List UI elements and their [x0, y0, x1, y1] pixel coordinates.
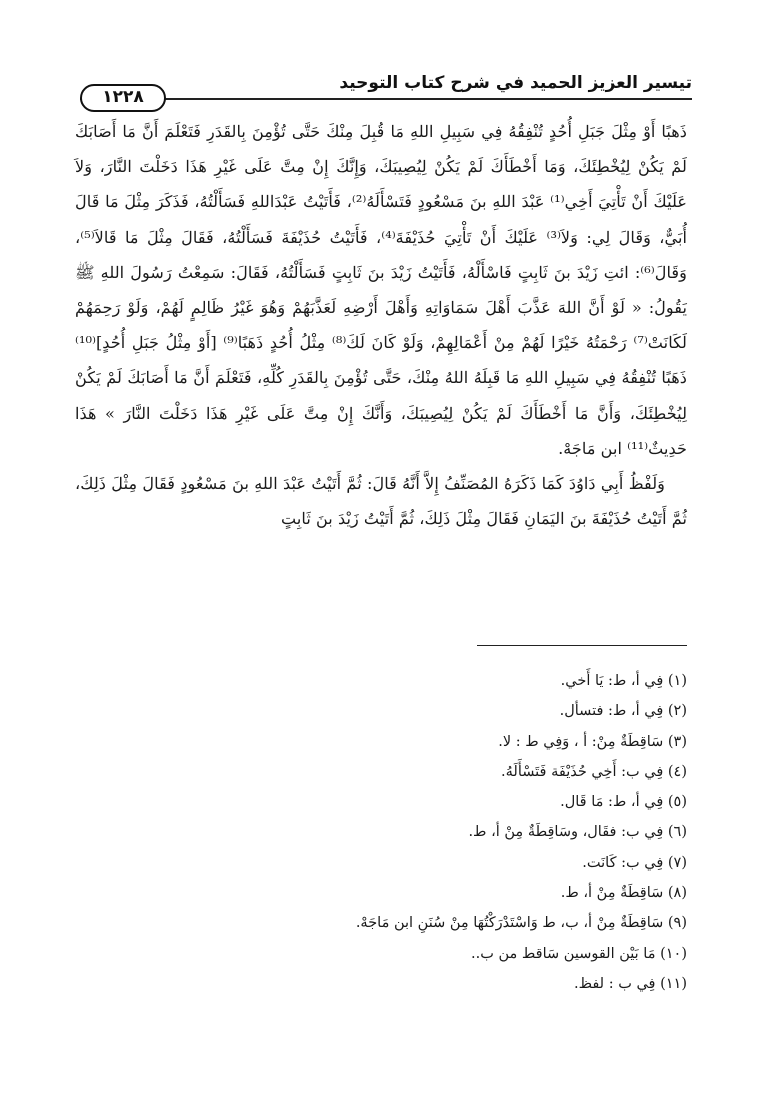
- footnote-11: (١١) فِي ب : لفظ.: [573, 975, 687, 992]
- footnote-1: (١) فِي أ، ط: يَا أَخي.: [560, 673, 687, 689]
- paragraph-1: ذَهبًا أَوْ مِثْلَ جَبَلِ أُحُدٍ تُنْفِقُهُ فِي سَبِيلِ اللهِ مَا قُبِلَ مِنْكَ حَتَّى تُؤْمِنَ بِالقَدَرِ فَتَعْلَمَ أَنَّ مَا أَصَابَكَ لَمْ يَكُنْ لِيُخْطِئَكَ، وَمَا أَخْطَأَكَ لَمْ يَكُنْ لِيُصِيبَكَ، وَإِنَّكَ إِنْ مِتَّ عَلَى غَيْرِ هَذَا دَخَلْتَ النَّارَ، وَلاَ عَلَيْكَ أَنْ تَأْتِيَ أَخِي⁽¹⁾ عَبْدَ اللهِ بنَ مَسْعُودٍ فَتَسْأَلَهُ⁽²⁾، فَأَتَيْتُ عَبْدَاللهِ فَسَأَلْتُهُ، فَذَكَرَ مِثْلَ مَا قَالَ أُبَيٌّ، وَقَالَ لِي: وَلاَ⁽³⁾ عَلَيْكَ أَنْ تَأْتِيَ حُذَيْفَةَ⁽⁴⁾، فَأَتَيْتُ حُذَيْفَةَ فَسَأَلْتُهُ، فَقَالَ مِثْلَ مَا قَالاَ⁽⁵⁾، وَقَالَ⁽⁶⁾: ائتِ زَيْدَ بنَ ثَابِتٍ فَاسْأَلْهُ، فَأَتَيْتُ زَيْدَ بنَ ثَابِتٍ فَسَأَلْتُهُ، فَقَالَ: سَمِعْتُ رَسُولَ اللهِ ﷺ يَقُولُ: « لَوْ أَنَّ اللهَ عَذَّبَ أَهْلَ سَمَاوَاتِهِ وَأَهْلَ أَرْضِهِ لَعَذَّبَهُمْ وَهُوَ غَيْرُ ظَالِمٍ لَهُمْ، وَلَوْ رَحِمَهُمْ لَكَانَتْ⁽⁷⁾ رَحْمَتُهُ خَيْرًا لَهُمْ مِنْ أَعْمَالِهِمْ، وَلَوْ كَانَ لَكَ⁽⁸⁾ مِثْلُ أُحُدٍ ذَهَبًا⁽⁹⁾ [أَوْ مِثْلُ جَبَلِ أُحُدٍ]⁽¹⁰⁾ ذَهَبًا تُنْفِقُهُ فِي سَبِيلِ اللهِ مَا قَبِلَهُ اللهُ مِنْكَ، حَتَّى تُؤْمِنَ بِالقَدَرِ كُلِّهِ، فَتَعْلَمَ أَنَّ مَا أَصَابَكَ لَمْ يَكُنْ لِيُخْطِئَكَ، وَأَنَّ مَا أَخْطَأَكَ لَمْ يَكُنْ لِيُصِيبَكَ، وَأَنَّكَ إِنْ مِتَّ عَلَى غَيْرِ هَذَا دَخَلْتَ النَّارَ » هَذَا حَدِيثٌ⁽¹¹⁾ ابن مَاجَهْ.: [75, 122, 687, 458]
- main-text: [75, 114, 687, 536]
- footnote-2: (٢) فِي أ، ط: فتسأل.: [559, 703, 687, 720]
- running-title: تيسير العزيز الحميد في شرح كتاب التوحيد: [339, 73, 692, 93]
- footnote-6: (٦) فِي ب: فقَال، وسَاقِطَةٌ مِنْ أ، ط.: [468, 824, 687, 841]
- footnotes: [75, 666, 687, 999]
- page-number: ١٢٢٨: [80, 84, 166, 112]
- paragraph-2: وَلَفْظُ أَبِي دَاوُدَ كَمَا ذَكَرَهُ المُصَنِّفُ إِلاَّ أَنَّهُ قَالَ: ثُمَّ أَتَيْتُ عَبْدَ اللهِ بنَ مَسْعُودٍ فَقَالَ مِثْلَ ذَلِكَ، ثُمَّ أَتَيْتُ حُذَيْفَةَ بنَ اليَمَانِ فَقَالَ مِثْلَ ذَلِكَ، ثُمَّ أَتَيْتُ زَيْدَ بنَ ثَابِتٍ: [75, 474, 687, 529]
- footnote-3: (٣) سَاقِطَةٌ مِنْ: أ ، وَفِي ط : لا.: [498, 733, 687, 750]
- footnote-separator: [477, 645, 687, 646]
- footnote-5: (٥) فِي أ، ط: مَا قَال.: [560, 794, 687, 811]
- header-rule: [80, 98, 692, 100]
- footnote-10: (١٠) مَا بَيْن القوسين سَاقط من ب..: [471, 945, 687, 962]
- page-header: [80, 68, 692, 107]
- footnote-8: (٨) سَاقِطَةٌ مِنْ أ، ط.: [560, 885, 687, 902]
- footnote-4: (٤) فِي ب: أَخِي حُذَيْفَة فَتَسْأَلَهُ.: [501, 763, 687, 780]
- footnote-9: (٩) سَاقِطَةٌ مِنْ أ، ب، ط وَاسْتَدْرَكْتُهَا مِنْ سُنَنِ ابن مَاجَهْ.: [355, 915, 687, 932]
- footnote-7: (٧) فِي ب: كَانَت.: [582, 854, 687, 871]
